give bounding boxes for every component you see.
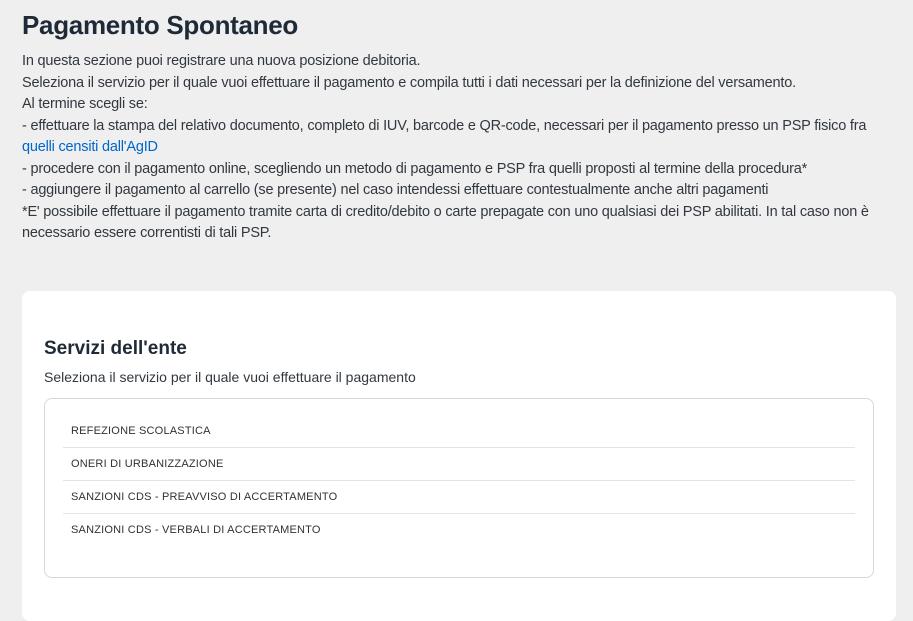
intro-line-1: In questa sezione puoi registrare una nuova posizione debitoria. [22,53,421,69]
agid-psp-link[interactable]: quelli censiti dall'AgID [22,139,158,155]
service-item-oneri-di-urbanizzazione[interactable]: ONERI DI URBANIZZAZIONE [71,458,224,470]
intro-line-4-text: - effettuare la stampa del relativo documento, completo di IUV, barcode e QR-code, necessari per il pagamento presso un PSP fisico fra [22,117,867,134]
intro-line-2: Seleziona il servizio per il quale vuoi effettuare il pagamento e compila tutti i dati necessari per la definizione del versamento. [22,74,796,91]
service-item-sanzioni-cds-verbali[interactable]: SANZIONI CDS - VERBALI DI ACCERTAMENTO [71,524,321,536]
intro-section [0,0,913,245]
services-card-subtitle: Seleziona il servizio per il quale vuoi effettuare il pagamento [44,369,416,385]
intro-line-3: Al termine scegli se: [22,96,148,112]
intro-line-7: *E' possibile effettuare il pagamento tramite carta di credito/debito o carte prepagate con uno qualsiasi dei PSP abilitati. In tal caso non è necessario essere correntisti di tali PSP. [22,203,869,241]
service-item-refezione-scolastica[interactable]: REFEZIONE SCOLASTICA [71,425,211,437]
page-title: Pagamento Spontaneo [22,10,298,40]
intro-line-6: - aggiungere il pagamento al carrello (se presente) nel caso intendessi effettuare contestualmente anche altri pagamenti [22,182,769,198]
services-card [22,291,896,621]
service-list [44,398,874,578]
services-card-title: Servizi dell'ente [44,338,187,359]
intro-line-4 [22,116,891,159]
intro-text [22,51,891,245]
intro-line-5: - procedere con il pagamento online, scegliendo un metodo di pagamento e PSP fra quelli proposti al termine della procedura* [22,160,808,177]
service-item-sanzioni-cds-preavviso[interactable]: SANZIONI CDS - PREAVVISO DI ACCERTAMENTO [71,491,338,503]
